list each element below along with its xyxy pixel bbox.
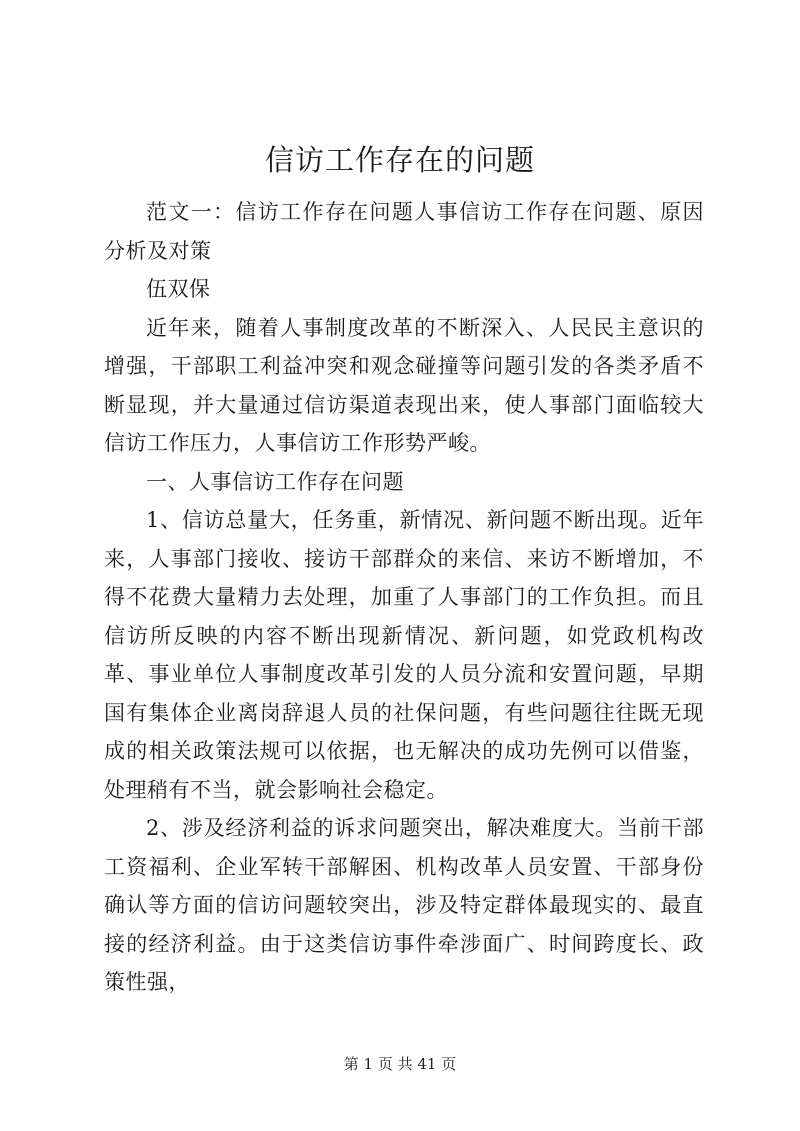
section-heading: 一、人事信访工作存在问题 xyxy=(146,469,404,494)
paragraph-intro: 近年来，随着人事制度改革的不断深入、人民民主意识的增强，干部职工利益冲突和观念碰撞等问题引发的各类矛盾不断显现，并大量通过信访渠道表现出来，使人事部门面临较大信访工作压力，人事信访工作形势严峻。 xyxy=(104,315,704,455)
paragraph-point-1: 1、信访总量大，任务重，新情况、新问题不断出现。近年来，人事部门接收、接访干部群众的来信、来访不断增加，不得不花费大量精力去处理，加重了人事部门的工作负担。而且信访所反映的内容不断出现新情况、新问题，如党政机构改革、事业单位人事制度改革引发的人员分流和安置问题，早期国有集体企业离岗辞退人员的社保问题，有些问题往往既无现成的相关政策法规可以依据，也无解决的成功先例可以借鉴，处理稍有不当，就会影响社会稳定。 xyxy=(104,508,704,802)
document-body xyxy=(104,193,704,1002)
paragraph-source-heading: 范文一：信访工作存在问题人事信访工作存在问题、原因分析及对策 xyxy=(104,200,704,263)
document-title: 信访工作存在的问题 xyxy=(264,143,535,177)
page-number-footer: 第 1 页 共 41 页 xyxy=(343,1055,457,1073)
paragraph-author: 伍双保 xyxy=(146,277,211,301)
paragraph-point-2: 2、涉及经济利益的诉求问题突出，解决难度大。当前干部工资福利、企业军转干部解困、机构改革人员安置、干部身份确认等方面的信访问题较突出，涉及特定群体最现实的、最直接的经济利益。由于这类信访事件牵涉面广、时间跨度长、政策性强， xyxy=(104,816,704,994)
